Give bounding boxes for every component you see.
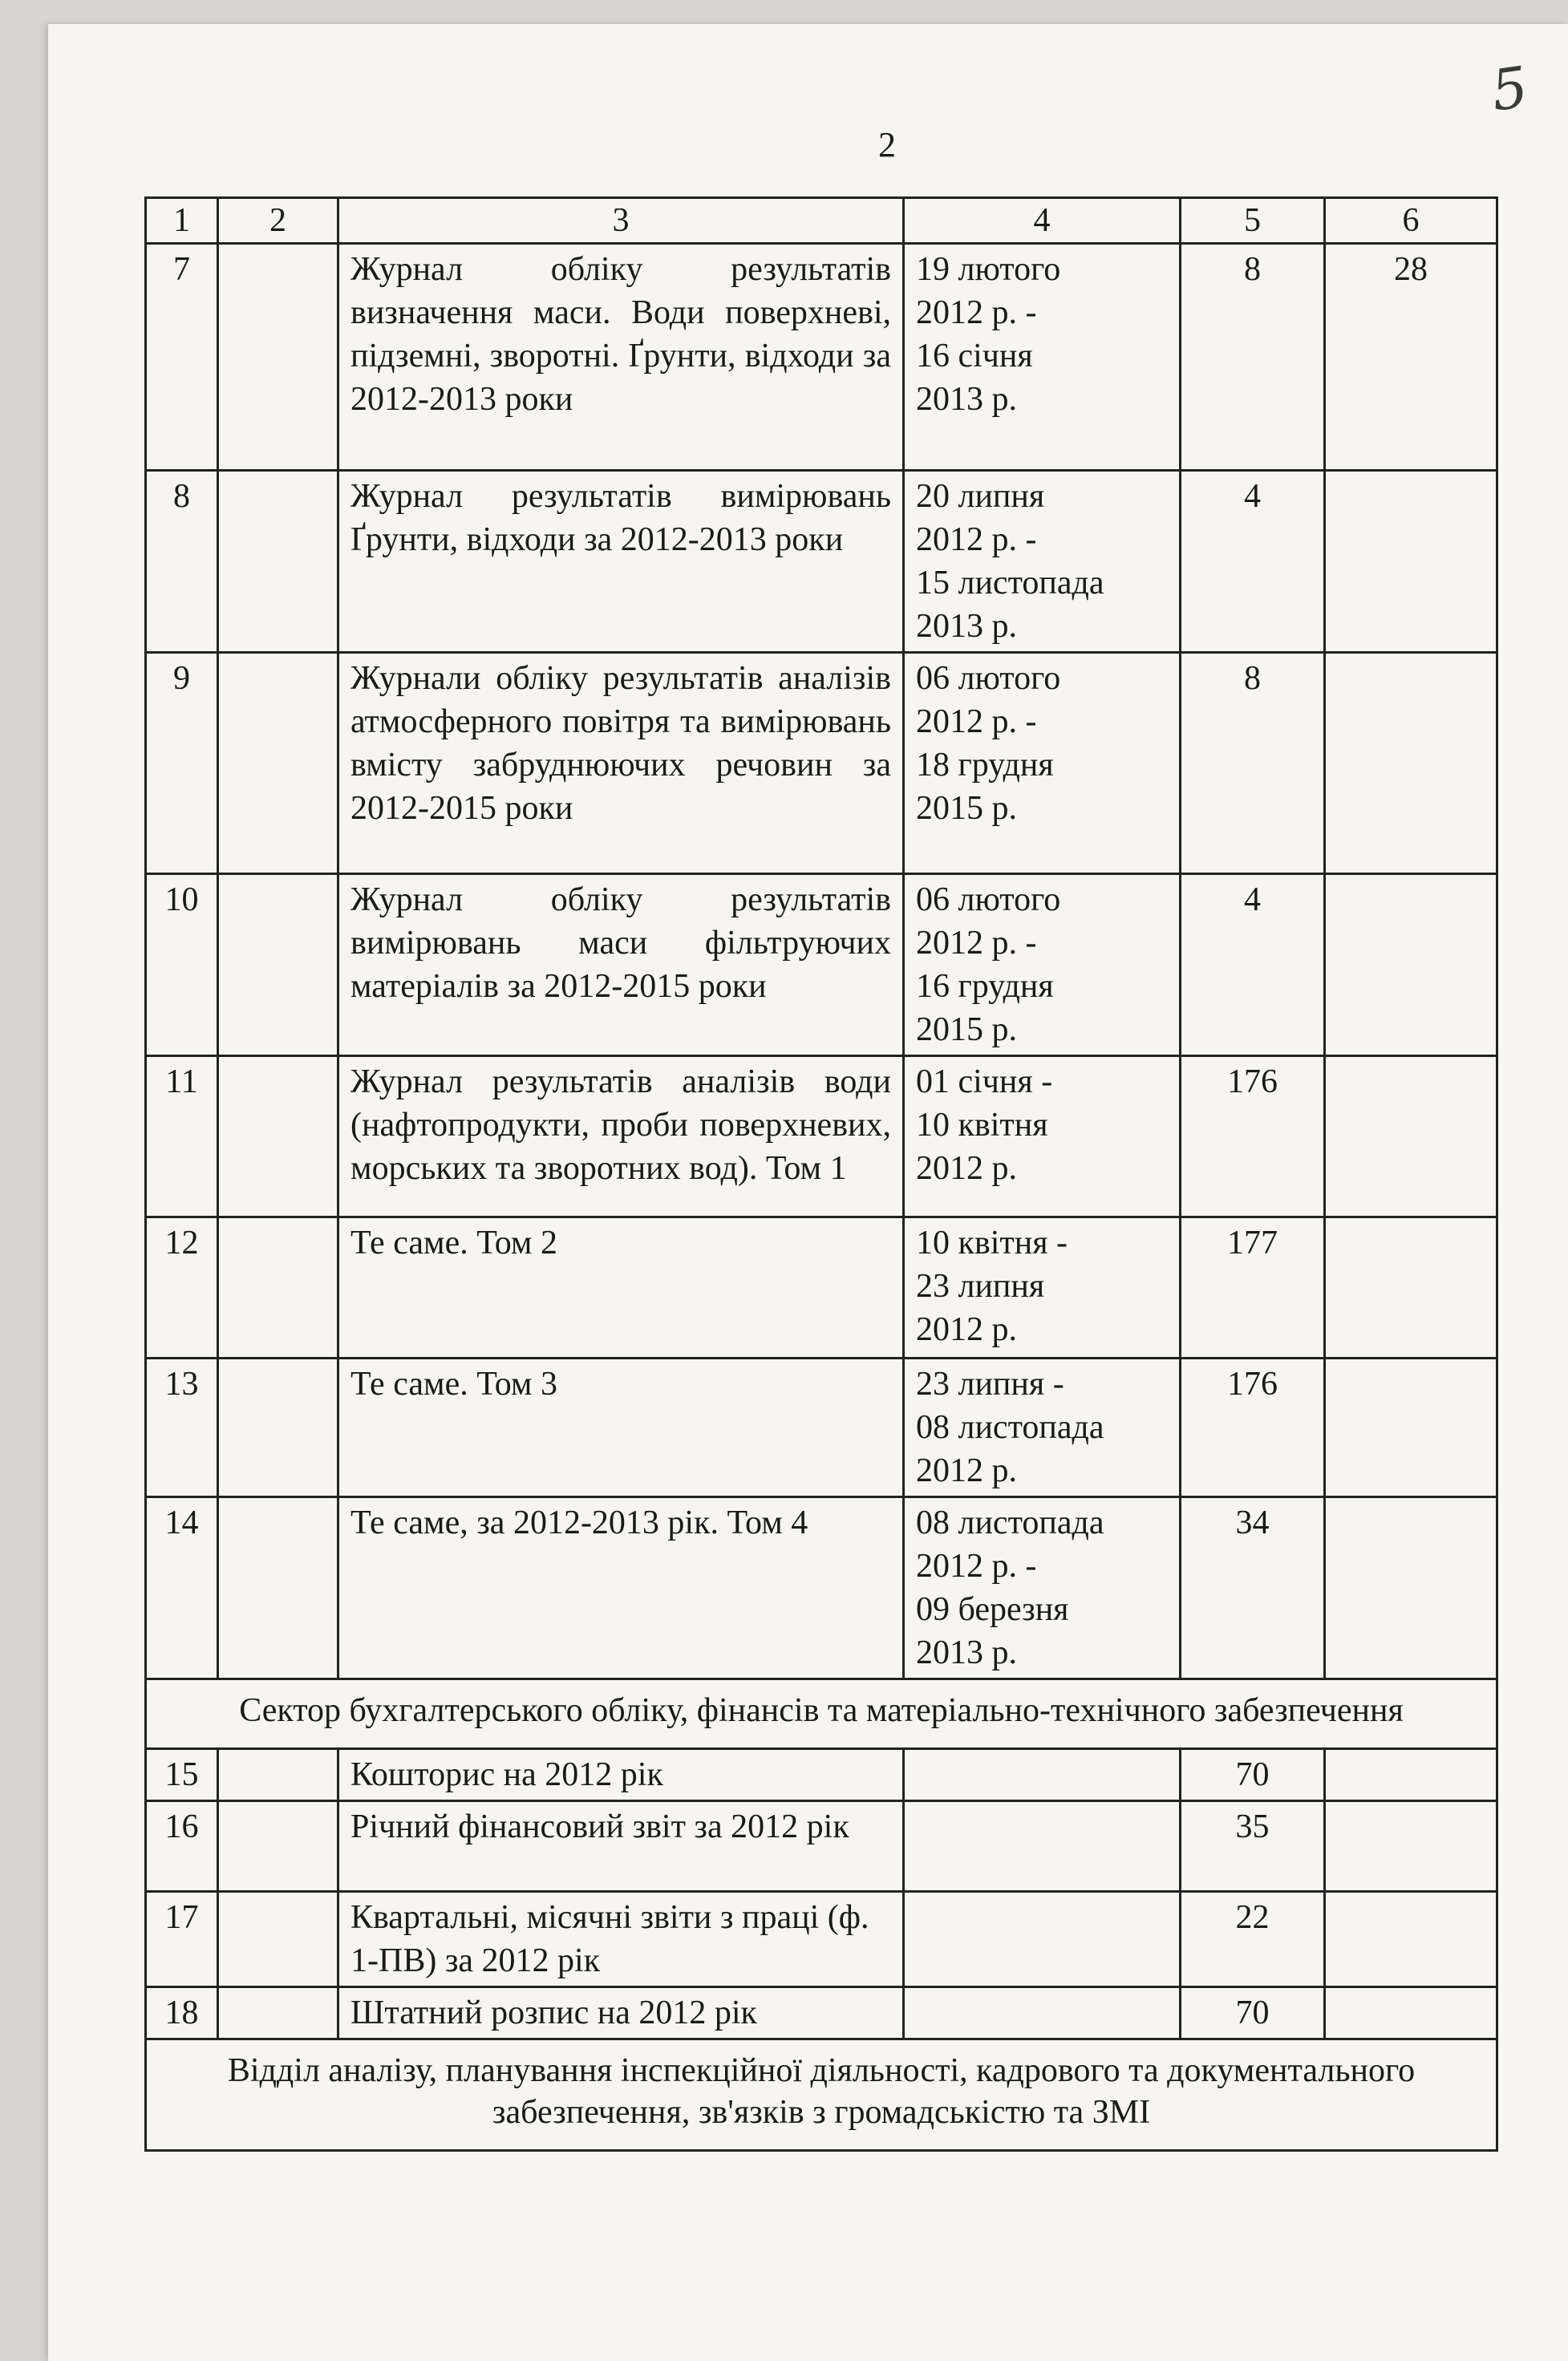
row-count: 70	[1181, 1987, 1325, 2039]
row-number: 14	[146, 1497, 218, 1679]
row-title: Журнали обліку результатів аналізів атмосферного повітря та вимірювань вмісту забруднюючих речовин за 2012-2015 роки	[338, 653, 904, 874]
date-line: 18 грудня	[916, 747, 1054, 784]
row-dates	[904, 1497, 1181, 1679]
row-col2	[218, 1749, 338, 1801]
row-number: 8	[146, 471, 218, 653]
table-row	[146, 653, 1497, 874]
row-number: 7	[146, 244, 218, 471]
header-cell: 5	[1181, 198, 1325, 244]
table-row	[146, 1497, 1497, 1679]
row-col6	[1325, 1359, 1497, 1497]
page-number: 2	[878, 125, 896, 164]
row-title: Те саме, за 2012-2013 рік. Том 4	[338, 1497, 904, 1679]
row-count: 4	[1181, 874, 1325, 1056]
row-dates	[904, 1056, 1181, 1217]
row-title: Журнал результатів вимірювань Ґрунти, відходи за 2012-2013 роки	[338, 471, 904, 653]
date-line: 08 листопада	[916, 1409, 1104, 1446]
row-dates	[904, 1217, 1181, 1359]
table-row	[146, 1359, 1497, 1497]
table-row	[146, 1217, 1497, 1359]
row-col6	[1325, 1892, 1497, 1987]
date-line: 2012 р.	[916, 1150, 1017, 1187]
row-dates	[904, 1359, 1181, 1497]
row-title: Те саме. Том 2	[338, 1217, 904, 1359]
row-title: Журнал результатів аналізів води (нафтопродукти, проби поверхневих, морських та зворотних вод). Том 1	[338, 1056, 904, 1217]
row-count: 34	[1181, 1497, 1325, 1679]
register-table	[144, 196, 1498, 2152]
row-number: 18	[146, 1987, 218, 2039]
row-dates	[904, 874, 1181, 1056]
date-line: 2012 р. -	[916, 1548, 1037, 1585]
row-title: Те саме. Том 3	[338, 1359, 904, 1497]
date-line: 16 грудня	[916, 968, 1054, 1005]
date-line: 08 листопада	[916, 1504, 1104, 1541]
table-row	[146, 244, 1497, 471]
date-line: 20 липня	[916, 478, 1045, 515]
row-col6	[1325, 1801, 1497, 1892]
row-number: 9	[146, 653, 218, 874]
table-row	[146, 1056, 1497, 1217]
row-dates	[904, 244, 1181, 471]
date-line: 09 березня	[916, 1591, 1069, 1628]
date-line: 23 липня -	[916, 1366, 1064, 1403]
row-col2	[218, 874, 338, 1056]
row-col6	[1325, 653, 1497, 874]
row-col2	[218, 1056, 338, 1217]
row-number: 11	[146, 1056, 218, 1217]
header-cell: 6	[1325, 198, 1497, 244]
row-count: 176	[1181, 1056, 1325, 1217]
row-dates	[904, 1801, 1181, 1892]
row-count: 22	[1181, 1892, 1325, 1987]
section-row	[146, 2039, 1497, 2151]
row-number: 15	[146, 1749, 218, 1801]
row-dates	[904, 1749, 1181, 1801]
date-line: 06 лютого	[916, 881, 1061, 918]
header-cell: 4	[904, 198, 1181, 244]
row-number: 13	[146, 1359, 218, 1497]
header-row	[146, 198, 1497, 244]
date-line: 2013 р.	[916, 381, 1017, 418]
date-line: 16 січня	[916, 338, 1033, 375]
date-line: 15 листопада	[916, 565, 1104, 601]
row-number: 12	[146, 1217, 218, 1359]
row-col6	[1325, 1056, 1497, 1217]
row-number: 10	[146, 874, 218, 1056]
row-title: Штатний розпис на 2012 рік	[338, 1987, 904, 2039]
row-col6	[1325, 1749, 1497, 1801]
row-count: 176	[1181, 1359, 1325, 1497]
row-dates	[904, 1892, 1181, 1987]
date-line: 10 квітня	[916, 1107, 1048, 1144]
date-line: 2012 р.	[916, 1311, 1017, 1348]
row-count: 8	[1181, 244, 1325, 471]
row-count: 70	[1181, 1749, 1325, 1801]
row-col2	[218, 1359, 338, 1497]
row-title: Кошторис на 2012 рік	[338, 1749, 904, 1801]
row-number: 16	[146, 1801, 218, 1892]
date-line: 01 січня -	[916, 1063, 1053, 1100]
table-row	[146, 1892, 1497, 1987]
row-col6	[1325, 874, 1497, 1056]
row-col6: 28	[1325, 244, 1497, 471]
row-col2	[218, 1497, 338, 1679]
header-cell: 2	[218, 198, 338, 244]
row-count: 4	[1181, 471, 1325, 653]
row-col2	[218, 244, 338, 471]
date-line: 2012 р.	[916, 1452, 1017, 1489]
row-col2	[218, 1892, 338, 1987]
date-line: 2015 р.	[916, 790, 1017, 827]
table-row	[146, 1987, 1497, 2039]
row-title: Квартальні, місячні звіти з праці (ф. 1-ПВ) за 2012 рік	[338, 1892, 904, 1987]
row-title: Журнал обліку результатів вимірювань маси фільтруючих матеріалів за 2012-2015 роки	[338, 874, 904, 1056]
date-line: 06 лютого	[916, 660, 1061, 697]
date-line: 2012 р. -	[916, 925, 1037, 962]
date-line: 10 квітня -	[916, 1225, 1068, 1261]
header-cell: 1	[146, 198, 218, 244]
row-col2	[218, 653, 338, 874]
date-line: 2013 р.	[916, 1634, 1017, 1671]
row-count: 35	[1181, 1801, 1325, 1892]
row-number: 17	[146, 1892, 218, 1987]
header-cell: 3	[338, 198, 904, 244]
section-heading-analysis: Відділ аналізу, планування інспекційної діяльності, кадрового та документального забезпечення, зв'язків з громадськістю та ЗМІ	[146, 2039, 1497, 2151]
section-heading-accounting: Сектор бухгалтерського обліку, фінансів та матеріально-технічного забезпечення	[146, 1679, 1497, 1749]
date-line: 2012 р. -	[916, 521, 1037, 558]
row-count: 177	[1181, 1217, 1325, 1359]
row-dates	[904, 471, 1181, 653]
table-row	[146, 471, 1497, 653]
row-dates	[904, 1987, 1181, 2039]
row-col2	[218, 1801, 338, 1892]
date-line: 2012 р. -	[916, 703, 1037, 740]
row-col6	[1325, 1987, 1497, 2039]
table-row	[146, 1749, 1497, 1801]
row-col2	[218, 1217, 338, 1359]
date-line: 23 липня	[916, 1268, 1045, 1305]
date-line: 2013 р.	[916, 608, 1017, 645]
table-row	[146, 1801, 1497, 1892]
table-row	[146, 874, 1497, 1056]
date-line: 2015 р.	[916, 1011, 1017, 1048]
row-col6	[1325, 1217, 1497, 1359]
row-count: 8	[1181, 653, 1325, 874]
row-title: Журнал обліку результатів визначення маси. Води поверхневі, підземні, зворотні. Ґрунти, відходи за 2012-2013 роки	[338, 244, 904, 471]
row-col6	[1325, 1497, 1497, 1679]
row-col6	[1325, 471, 1497, 653]
section-row	[146, 1679, 1497, 1749]
row-col2	[218, 1987, 338, 2039]
date-line: 19 лютого	[916, 251, 1061, 288]
row-col2	[218, 471, 338, 653]
archive-mark: 5	[1487, 54, 1533, 124]
date-line: 2012 р. -	[916, 294, 1037, 331]
row-dates	[904, 653, 1181, 874]
row-title: Річний фінансовий звіт за 2012 рік	[338, 1801, 904, 1892]
